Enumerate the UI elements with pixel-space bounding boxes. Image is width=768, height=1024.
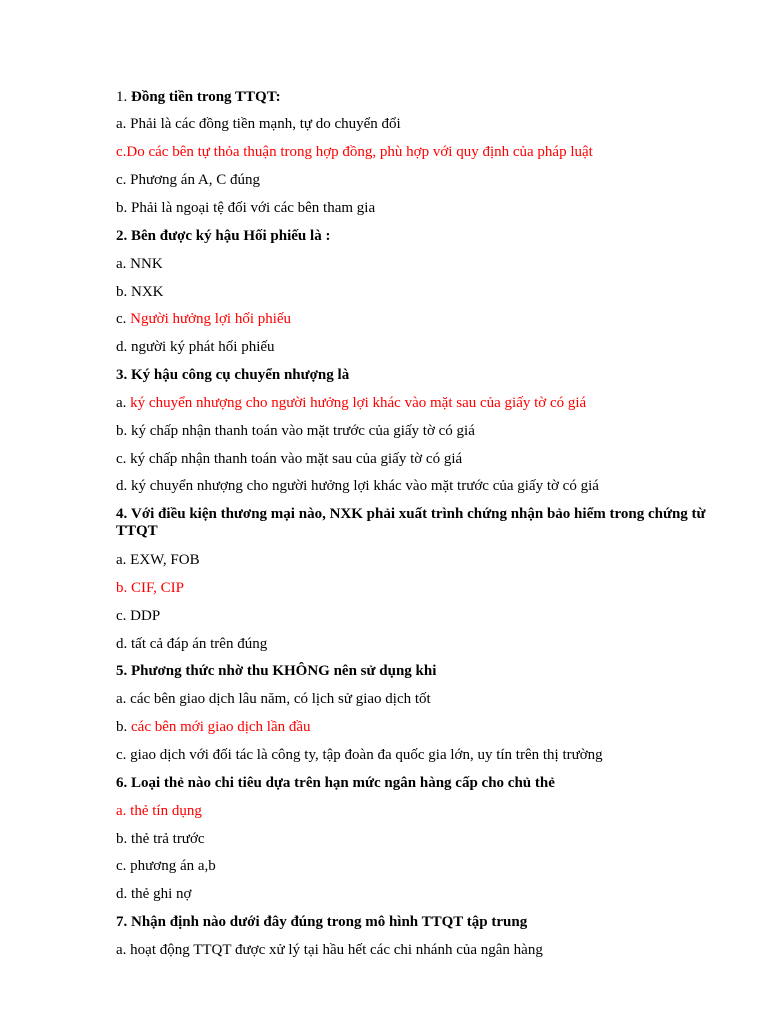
question-2-heading [116,228,716,245]
question-3-option-3: c. ký chấp nhận thanh toán vào mặt sau của giấy tờ có giá [116,451,463,467]
question-4-option-2-correct: b. CIF, CIP [116,580,184,596]
question-6-option-3: c. phương án a,b [116,858,216,874]
question-2-number: 2. [116,228,128,244]
question-5-option-2-text: các bên mới giao dịch lần đầu [131,719,311,735]
question-2-option-4: d. người ký phát hối phiếu [116,339,275,355]
question-7-number: 7. [116,914,128,930]
question-3-option-1-text: ký chuyển nhượng cho người hưởng lợi khác vào mặt sau của giấy tờ có giá [130,395,587,411]
question-7-option-1: a. hoạt động TTQT được xử lý tại hầu hết các chi nhánh của ngân hàng [116,942,543,958]
question-3-heading [116,367,716,384]
question-5-option-3: c. giao dịch với đối tác là công ty, tập đoàn đa quốc gia lớn, uy tín trên thị trường [116,747,603,763]
question-2-option-3-text: Người hưởng lợi hối phiếu [130,311,292,327]
question-6-title: Loại thẻ nào chi tiêu dựa trên hạn mức ngân hàng cấp cho chủ thẻ [131,775,555,791]
question-7-title: Nhận định nào dưới đây đúng trong mô hình TTQT tập trung [131,914,528,930]
question-5-heading [116,663,716,680]
question-5-option-2-prefix: b. [116,719,131,735]
question-1-number: 1. [116,89,128,105]
question-4-option-3: c. DDP [116,608,161,624]
question-1-heading [116,89,716,106]
question-1-title: Đồng tiền trong TTQT: [131,89,281,105]
question-4-option-4: d. tất cả đáp án trên đúng [116,636,268,652]
question-3-number: 3. [116,367,128,383]
question-3-option-1-prefix: a. [116,395,131,411]
question-5-title: Phương thức nhờ thu KHÔNG nên sử dụng khi [131,663,437,679]
question-6-option-1-correct: a. thẻ tín dụng [116,803,202,819]
question-5-option-1: a. các bên giao dịch lâu năm, có lịch sử giao dịch tốt [116,691,431,707]
question-4-heading [116,506,716,540]
question-2-option-1: a. NNK [116,256,163,272]
question-2-option-3-prefix: c. [116,311,131,327]
question-1-option-3: c. Phương án A, C đúng [116,172,260,188]
question-4-title: Với điều kiện thương mại nào, NXK phải xuất trình chứng nhận bảo hiểm trong chứng từ TTQT [116,506,706,539]
question-3-option-1-correct [116,395,716,412]
question-6-heading [116,775,716,792]
question-3-title: Ký hậu công cụ chuyển nhượng là [131,367,350,383]
question-5-option-2-correct [116,719,716,736]
question-3-option-4: d. ký chuyển nhượng cho người hưởng lợi khác vào mặt trước của giấy tờ có giá [116,478,599,494]
question-6-option-2: b. thẻ trả trước [116,831,205,847]
question-6-number: 6. [116,775,128,791]
question-7-heading [116,914,716,931]
question-1-option-2-correct: c.Do các bên tự thỏa thuận trong hợp đồng, phù hợp với quy định của pháp luật [116,144,593,160]
question-6-option-4: d. thẻ ghi nợ [116,886,192,902]
question-5-number: 5. [116,663,128,679]
question-2-title: Bên được ký hậu Hối phiếu là : [131,228,331,244]
question-2-option-2: b. NXK [116,284,164,300]
question-4-option-1: a. EXW, FOB [116,552,200,568]
question-1-option-4: b. Phải là ngoại tệ đối với các bên tham gia [116,200,376,216]
question-4-number: 4. [116,506,128,522]
question-2-option-3-correct [116,311,716,328]
question-3-option-2: b. ký chấp nhận thanh toán vào mặt trước của giấy tờ có giá [116,423,475,439]
question-1-option-1: a. Phải là các đồng tiền mạnh, tự do chuyển đổi [116,116,401,132]
